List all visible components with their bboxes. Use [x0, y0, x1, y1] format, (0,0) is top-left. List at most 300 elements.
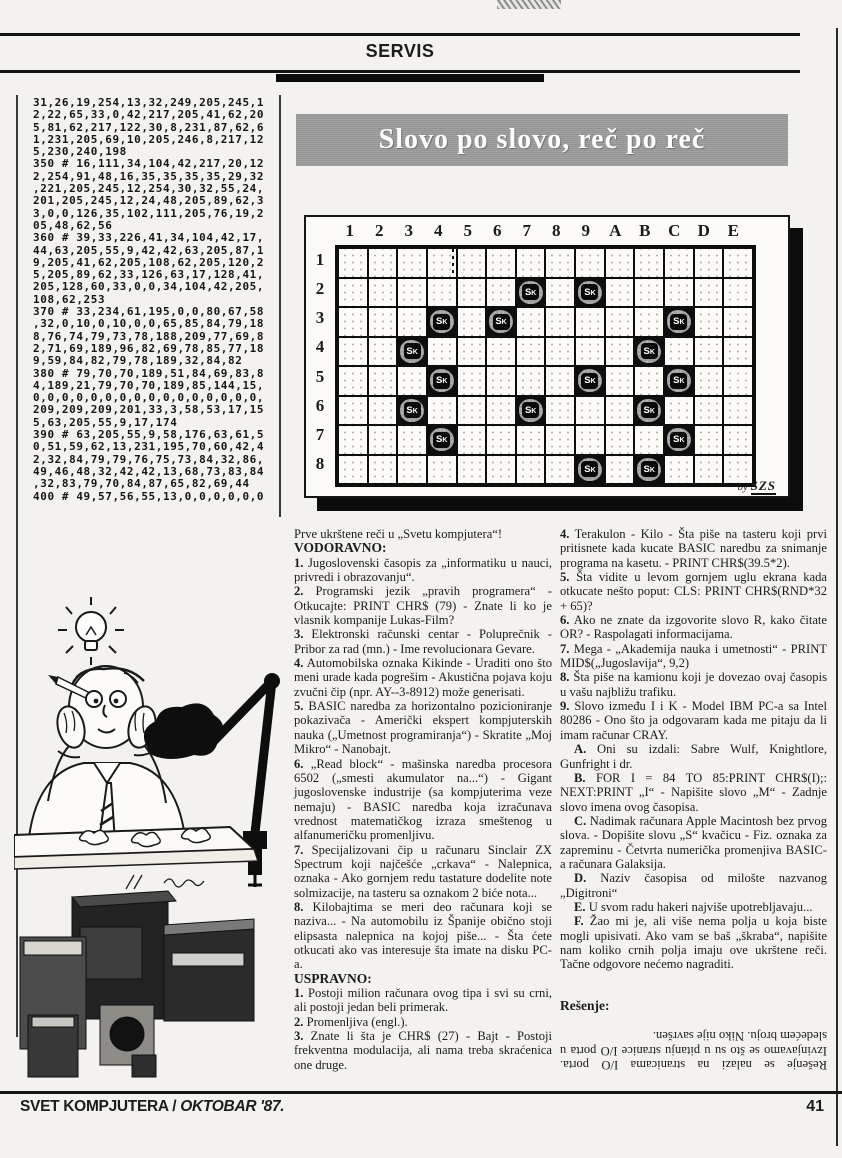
grid-cell	[546, 456, 574, 484]
grid-cell	[665, 338, 693, 366]
sk-logo-blob	[519, 281, 543, 304]
grid-cell	[576, 338, 604, 366]
grid-cell	[487, 397, 515, 425]
sk-logo	[433, 373, 450, 389]
code-line: ,32,0,10,0,10,0,0,65,85,84,79,18	[33, 317, 265, 331]
crossword-box	[304, 215, 790, 498]
sk-logo-letter: S	[524, 286, 532, 298]
code-line: 2,22,65,33,0,42,217,205,41,62,20	[33, 108, 265, 122]
grid-cell-black	[398, 397, 426, 425]
clue-number: 5.	[294, 699, 304, 714]
grid-cell	[517, 367, 545, 395]
grid-column-label: 6	[493, 221, 502, 240]
grid-cell	[546, 397, 574, 425]
code-line: 4,189,21,79,70,70,189,85,144,15,	[33, 378, 265, 392]
grid-cell-black	[428, 367, 456, 395]
clue: 1. Postoji milion računara ovog tipa i svi su crni, ali postoji jedan beli primerak.	[294, 986, 552, 1015]
clue: 3. Elektronski računski centar - Poluprečnik - Pribor za rad (mn.) - Ime revolucionara Gevare.	[294, 627, 552, 656]
grid-cell	[606, 249, 634, 277]
grid-cell	[695, 338, 723, 366]
grid-column-label: 2	[375, 221, 384, 240]
grid-cell	[695, 308, 723, 336]
lightbulb-icon	[76, 612, 106, 650]
solution-flipped-text: Rešenje se nalazi na stranicama I/O porta. Izvinjavamo se što su u pitanju stranice I/O porta u sledećem broju. Niko nije savršen.	[560, 1029, 827, 1073]
grid-cell	[428, 456, 456, 484]
grid-cell	[398, 279, 426, 307]
sk-logo-letter: K	[412, 348, 418, 356]
clue: A. Oni su izdali: Sabre Wulf, Knightlore, Gunfright i dr.	[560, 742, 827, 771]
grid-row-label: 8	[315, 454, 325, 474]
clue-section-heading: Rešenje:	[560, 997, 610, 1013]
crossword-grid	[335, 245, 756, 487]
code-line: ,32,83,79,70,84,87,65,82,69,44	[33, 477, 250, 491]
clue-number: 1.	[294, 555, 304, 570]
sk-logo-letter: S	[406, 404, 413, 416]
code-line: 370 # 33,234,61,195,0,0,80,67,58	[33, 305, 265, 319]
clue-number: 3.	[294, 627, 304, 642]
clue-number: 6.	[294, 756, 304, 771]
code-line: 205,128,60,33,0,0,34,104,42,205,	[33, 280, 265, 294]
grid-cell	[339, 338, 367, 366]
grid-row-label: 2	[315, 278, 325, 298]
grid-cell-black	[428, 308, 456, 336]
grid-cell	[606, 426, 634, 454]
sk-logo-letter: K	[679, 319, 685, 327]
sk-logo-letter: K	[679, 378, 685, 386]
grid-cell	[576, 426, 604, 454]
clue-number: 2.	[294, 1014, 304, 1029]
sk-logo-blob	[430, 369, 454, 392]
grid-row-label: 7	[315, 425, 325, 445]
sk-logo	[670, 432, 687, 448]
clue: 4. Automobilska oznaka Kikinde - Uraditi ono što meni urade kada pogrešim - Akustična pojava koju zvučni čip (npr. AY--3-8912) može generisati.	[294, 656, 552, 699]
grid-cell-black	[517, 279, 545, 307]
clue: 1. Jugoslovenski časopis za „informatiku u nauci, privredi i obrazovanju“.	[294, 555, 552, 585]
clue: 6. „Read block“ - mašinska naredba procesora 6502 („smesti akumulator na...“) - Gigant jugoslovenske industrije (sa kompjuterima veze nemaju) - BASIC naredba koja izračunava vrednost matematičkog izraza smeštenog u alfanumeričku promenljivu.	[294, 756, 552, 843]
code-line: 3,0,0,126,35,102,111,205,76,19,2	[33, 206, 265, 220]
grid-cell	[576, 249, 604, 277]
sk-logo-letter: K	[649, 407, 655, 415]
clue-number: 5.	[560, 570, 570, 585]
sk-logo-letter: S	[643, 345, 650, 357]
clue-number: 6.	[560, 613, 570, 628]
sk-logo-letter: K	[442, 319, 448, 327]
grid-cell	[369, 426, 397, 454]
grid-cell	[487, 338, 515, 366]
grid-cell-black	[635, 456, 663, 484]
grid-cell	[487, 456, 515, 484]
grid-cell-black	[487, 308, 515, 336]
sk-logo	[404, 343, 421, 359]
code-line: 380 # 79,70,70,189,51,84,69,83,8	[33, 366, 265, 380]
clue-number: 8.	[560, 670, 570, 685]
grid-cell	[724, 338, 752, 366]
clue: 3. Znate li šta je CHR$ (27) - Bajt - Postoji frekventna modulacija, ali nama treba skraćenica one druge.	[294, 1029, 552, 1072]
header-rule-top	[0, 33, 800, 36]
grid-cell	[665, 279, 693, 307]
grid-cell	[546, 426, 574, 454]
grid-cell	[606, 456, 634, 484]
clue: 2. Programski jezik „pravih programera“ - Otkucajte: PRINT CHR$ (79) - Znate li ko je vlasnik kompanije Lukas-Film?	[294, 584, 552, 628]
grid-cell	[339, 367, 367, 395]
grid-cell	[724, 279, 752, 307]
clue: 5. Šta vidite u levom gornjem uglu ekrana kada otkucate nešto poput: CLS: PRINT CHR$(RND*32 + 65)?	[560, 570, 827, 613]
clue-number: 4.	[560, 527, 570, 541]
clue: E. U svom radu hakeri najviše upotrebljavaju...	[574, 899, 813, 914]
sk-logo-letter: S	[436, 316, 443, 327]
grid-cell	[695, 279, 723, 307]
grid-cell	[428, 338, 456, 366]
clue-number: 7.	[560, 641, 570, 656]
grid-cell-black	[635, 338, 663, 366]
sk-logo	[404, 402, 421, 418]
grid-cell	[369, 397, 397, 425]
grid-column-label: C	[668, 221, 681, 240]
credit-logo: SZS	[750, 478, 776, 493]
sk-logo-letter: K	[649, 348, 655, 356]
grid-cell	[517, 308, 545, 336]
sk-logo-letter: S	[406, 345, 413, 357]
grid-row-label: 5	[315, 366, 325, 386]
sk-logo-letter: S	[673, 375, 680, 386]
sk-logo-blob	[667, 428, 691, 451]
grid-cell	[487, 426, 515, 454]
dashed-line-segment	[452, 249, 454, 276]
page-number: 41	[806, 1098, 824, 1115]
grid-row-label: 1	[315, 249, 325, 269]
code-line: 2,71,69,189,96,82,69,78,85,77,18	[33, 341, 265, 355]
sk-logo-letter: K	[531, 289, 537, 297]
sk-logo-blob	[400, 340, 424, 363]
clue: D. Naziv časopisa od milošte nazvanog „Digitroni“	[560, 871, 827, 900]
code-line: 1,231,205,69,10,205,246,8,217,12	[33, 132, 265, 146]
grid-cell	[635, 249, 663, 277]
sk-logo-letter: K	[412, 407, 418, 415]
footer-rule	[0, 1091, 842, 1094]
sk-logo-blob	[578, 281, 602, 304]
grid-cell	[724, 367, 752, 395]
code-line: 390 # 63,205,55,9,58,176,63,61,5	[33, 428, 265, 442]
sk-logo-letter: S	[584, 286, 591, 298]
sk-logo-letter: K	[442, 437, 448, 445]
sk-logo-blob	[400, 399, 424, 422]
article-intro: Prve ukrštene reči u „Svetu kompjutera“!	[294, 527, 503, 541]
code-line: 2,32,84,79,79,76,75,73,84,32,86,	[33, 452, 265, 466]
sk-logo-letter: S	[673, 316, 680, 327]
page-right-rule	[836, 28, 838, 1146]
sk-logo	[581, 461, 598, 477]
grid-cell	[398, 456, 426, 484]
grid-column-label: E	[727, 221, 739, 240]
grid-row-label: 4	[315, 337, 325, 357]
grid-cell	[695, 456, 723, 484]
grid-cell	[369, 456, 397, 484]
grid-cell	[517, 249, 545, 277]
grid-cell	[606, 367, 634, 395]
grid-cell-black	[635, 397, 663, 425]
code-line: 2,254,91,48,16,35,35,35,35,29,32	[33, 169, 265, 183]
sk-logo	[670, 373, 687, 389]
grid-column-label: 4	[434, 221, 443, 240]
grid-cell-black	[428, 426, 456, 454]
sk-logo-blob	[637, 340, 661, 363]
sk-logo-letter: S	[436, 434, 443, 445]
grid-cell	[428, 279, 456, 307]
grid-cell	[724, 397, 752, 425]
grid-cell	[546, 367, 574, 395]
sk-logo	[641, 461, 658, 477]
clue: 8. Kilobajtima se meri deo računara koji se naziva... - Na automobilu iz Španije obično stoji elipsasta nalepnica na kojoj piše... - Šta ćete otkucati ako vas interesuje šta imate na disku PC-a.	[294, 899, 552, 972]
clue: B. FOR I = 84 TO 85:PRINT CHR$(I);: NEXT:PRINT „I“ - Napišite slovo „M“ - Zadnje slovo imena ovog časopisa.	[560, 770, 827, 814]
grid-cell	[458, 426, 486, 454]
grid-cell	[398, 308, 426, 336]
grid-cell	[458, 279, 486, 307]
grid-cell	[339, 426, 367, 454]
grid-cell	[398, 249, 426, 277]
clue-number: 7.	[294, 842, 304, 857]
grid-cell	[724, 308, 752, 336]
clue: 7. Mega - „Akademija nauka i umetnosti“ - PRINT MID$(„Jugoslavija“, 9,2)	[560, 641, 827, 671]
sk-logo-blob	[519, 399, 543, 422]
sk-logo-blob	[667, 369, 691, 392]
article-title: Slovo po slovo, reč po reč	[378, 124, 706, 155]
grid-cell	[665, 456, 693, 484]
sk-logo-letter: K	[590, 466, 596, 474]
clue: 5. BASIC naredba za horizontalno pozicioniranje pokazivača - Američki ekspert kompjuterskih nauka („Umetnost programiranja“) - Skratite „Moj Mikro“ - Nanobajt.	[294, 699, 552, 757]
grid-cell	[339, 456, 367, 484]
grid-cell	[546, 338, 574, 366]
sk-logo	[522, 402, 539, 418]
code-line: 0,51,59,62,13,231,195,70,60,42,4	[33, 440, 265, 454]
grid-cell	[695, 397, 723, 425]
grid-row-labels	[306, 245, 334, 479]
grid-column-labels	[335, 218, 748, 244]
sk-logo-blob	[430, 310, 454, 333]
clue-section-heading: VODORAVNO:	[294, 540, 387, 556]
grid-column-label: D	[697, 221, 710, 240]
grid-cell	[695, 426, 723, 454]
clue-number: C.	[574, 813, 587, 828]
sk-logo	[670, 314, 687, 330]
cartoon-illustration	[14, 585, 290, 1090]
grid-cell	[606, 338, 634, 366]
code-line: 8,76,74,79,73,78,188,209,77,69,8	[33, 329, 265, 343]
clue: 9. Slovo između I i K - Model IBM PC-a sa Intel 80286 - Ono što ja odgovaram kada me pitaju da li imam računar CRAY.	[560, 699, 827, 742]
code-line: 9,205,41,62,205,108,62,205,120,2	[33, 255, 265, 269]
clue-number: E.	[574, 899, 586, 914]
sk-logo-letter: K	[649, 466, 655, 474]
sk-logo-blob	[489, 310, 513, 333]
grid-cell	[517, 426, 545, 454]
grid-cell	[724, 249, 752, 277]
grid-column-label: A	[609, 221, 622, 240]
code-line: 360 # 39,33,226,41,34,104,42,17,	[33, 231, 265, 245]
code-line: 201,205,245,12,24,48,205,89,62,3	[33, 194, 265, 208]
sk-logo-blob	[578, 369, 602, 392]
grid-cell	[458, 456, 486, 484]
grid-column-label: 3	[404, 221, 413, 240]
hatch-decoration	[497, 0, 561, 9]
grid-column-label: B	[639, 221, 651, 240]
grid-cell	[635, 308, 663, 336]
grid-cell-black	[398, 338, 426, 366]
grid-column-label: 5	[463, 221, 472, 240]
grid-cell	[546, 279, 574, 307]
illustrator-credit	[737, 478, 776, 494]
clue-number: A.	[574, 742, 587, 757]
grid-cell	[695, 249, 723, 277]
sk-logo-letter: K	[679, 437, 685, 445]
credit-prefix: by	[737, 481, 748, 493]
code-listing	[33, 97, 279, 503]
clue-column-1	[294, 527, 552, 1072]
clue-number: D.	[574, 871, 587, 886]
clue-number: F.	[574, 914, 584, 929]
grid-cell-black	[576, 456, 604, 484]
sk-logo-blob	[578, 458, 602, 481]
sk-logo	[581, 373, 598, 389]
sk-logo	[641, 402, 658, 418]
footer-magazine-name	[20, 1098, 284, 1116]
sk-logo-letter: S	[584, 375, 591, 386]
grid-cell	[665, 397, 693, 425]
grid-cell	[606, 397, 634, 425]
code-line: 49,46,48,32,42,42,13,68,73,83,84	[33, 464, 265, 478]
grid-cell	[369, 279, 397, 307]
grid-cell	[398, 367, 426, 395]
clue-number: 4.	[294, 656, 304, 671]
grid-column-label: 9	[581, 221, 590, 240]
grid-cell	[546, 249, 574, 277]
grid-cell	[458, 249, 486, 277]
grid-cell	[606, 279, 634, 307]
clue-number: 3.	[294, 1029, 304, 1044]
column-divider-rule	[279, 95, 281, 517]
clue-number: 1.	[294, 986, 304, 1000]
magazine-name: SVET KOMPJUTERA /	[20, 1098, 181, 1115]
grid-cell	[487, 249, 515, 277]
sk-logo	[433, 432, 450, 448]
grid-cell	[458, 338, 486, 366]
sk-logo	[522, 284, 539, 300]
grid-cell	[517, 338, 545, 366]
transformers-photo	[20, 891, 254, 1077]
desk	[14, 827, 258, 889]
grid-cell	[458, 367, 486, 395]
grid-cell-black	[665, 308, 693, 336]
grid-cell	[369, 367, 397, 395]
clue: 2. Promenljiva (engl.).	[294, 1014, 408, 1029]
grid-column-label: 1	[345, 221, 354, 240]
sk-logo	[641, 343, 658, 359]
clue: 6. Ako ne znate da izgovorite slovo R, kako čitate OR? - Raspolagati informacijama.	[560, 613, 827, 642]
sk-logo-blob	[430, 428, 454, 451]
grid-cell	[665, 249, 693, 277]
grid-cell	[576, 397, 604, 425]
sk-logo-letter: K	[531, 407, 537, 415]
code-line: 5,205,89,62,33,126,63,17,128,41,	[33, 268, 265, 282]
grid-cell	[517, 456, 545, 484]
code-line: 9,59,84,82,79,78,189,32,84,82	[33, 354, 243, 368]
grid-cell	[546, 308, 574, 336]
sk-logo-blob	[637, 399, 661, 422]
grid-cell	[606, 308, 634, 336]
sk-logo	[433, 314, 450, 330]
sk-logo-letter: S	[584, 463, 591, 475]
code-line: 0,0,0,0,0,0,0,0,0,0,0,0,0,0,0,0,	[33, 391, 265, 405]
grid-cell-black	[665, 367, 693, 395]
grid-cell	[487, 367, 515, 395]
grid-cell	[724, 426, 752, 454]
sk-logo	[493, 314, 510, 330]
sk-logo-letter: K	[501, 319, 507, 327]
grid-row-label: 6	[315, 395, 325, 415]
clue: 7. Specijalizovani čip u računaru Sinclair ZX Spectrum koji najčešće „crkava“ - Nalepnica, oznaka - Ako gornjem redu tastature dodelite note solmizacije, na tasteru sa oznakom 2 biće nota...	[294, 842, 552, 900]
grid-cell	[458, 397, 486, 425]
code-line: 400 # 49,57,56,55,13,0,0,0,0,0,0	[33, 489, 265, 503]
grid-cell	[695, 367, 723, 395]
issue-date: OKTOBAR '87.	[180, 1098, 285, 1115]
grid-cell	[635, 367, 663, 395]
grid-cell	[339, 249, 367, 277]
grid-cell	[369, 249, 397, 277]
code-line: 44,63,205,55,9,42,42,63,205,87,1	[33, 243, 265, 257]
code-line: 31,26,19,254,13,32,249,205,245,1	[33, 96, 265, 109]
grid-cell	[487, 279, 515, 307]
grid-cell-black	[517, 397, 545, 425]
sk-logo-letter: S	[524, 404, 532, 416]
code-line: ,221,205,245,12,254,30,32,55,24,	[33, 182, 265, 196]
clue-section-heading: USPRAVNO:	[294, 970, 372, 986]
code-line: 05,48,62,56	[33, 218, 113, 232]
sk-logo-letter: S	[643, 463, 650, 475]
sk-logo-letter: S	[436, 375, 443, 386]
section-title: SERVIS	[365, 41, 435, 61]
code-line: 108,62,253	[33, 292, 106, 306]
grid-cell-black	[665, 426, 693, 454]
sk-logo-blob	[637, 458, 661, 481]
grid-cell	[635, 279, 663, 307]
clue: C. Nadimak računara Apple Macintosh bez prvog slova. - Dopišite slovu „S“ kvačicu - Fiz. oznaka za zapreminu - Četvrta numerička promenjiva BASIC-a računara Galaksija.	[560, 813, 827, 871]
code-line: 350 # 16,111,34,104,42,217,20,12	[33, 157, 265, 171]
code-line: 5,230,240,198	[33, 145, 127, 159]
grid-cell	[635, 426, 663, 454]
grid-row-label: 3	[315, 308, 325, 328]
grid-cell	[369, 308, 397, 336]
clue-number: 9.	[560, 699, 570, 714]
sk-logo	[581, 284, 598, 300]
grid-column-label: 7	[522, 221, 531, 240]
grid-cell	[458, 308, 486, 336]
grid-cell	[339, 308, 367, 336]
sk-logo-letter: K	[442, 378, 448, 386]
grid-cell	[369, 338, 397, 366]
grid-cell-black	[576, 367, 604, 395]
code-line: 5,63,205,55,9,17,174	[33, 415, 178, 429]
grid-cell	[398, 426, 426, 454]
grid-cell	[576, 308, 604, 336]
sk-logo-letter: S	[495, 316, 502, 327]
clue: 8. Šta piše na kamionu koji je dovezao ovaj časopis u vašu najbližu trafiku.	[560, 670, 827, 699]
grid-cell	[339, 397, 367, 425]
grid-column-label: 8	[552, 221, 561, 240]
grid-cell	[428, 397, 456, 425]
sk-logo-letter: K	[590, 289, 596, 297]
grid-cell-black	[576, 279, 604, 307]
code-line: 5,81,62,217,122,30,8,231,87,62,6	[33, 120, 265, 134]
clue: 4. Terakulon - Kilo - Šta piše na tasteru koji prvi pritisnete kada kucate BASIC naredbu za snimanje programa na kasetu. - PRINT CHR$(39.5*2).	[560, 527, 827, 570]
grid-cell	[339, 279, 367, 307]
